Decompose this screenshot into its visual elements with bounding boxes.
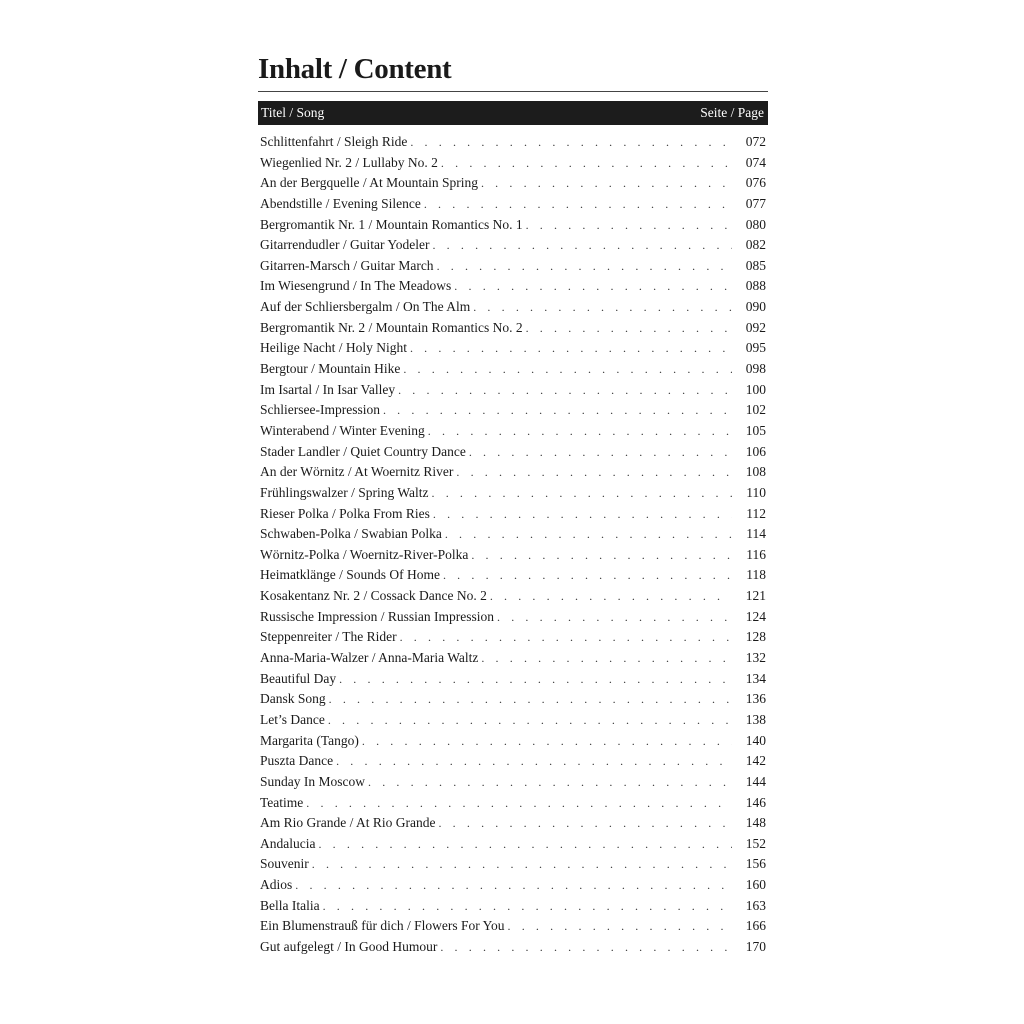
toc-entry-page: 110 bbox=[746, 484, 766, 500]
toc-entry-title: An der Bergquelle / At Mountain Spring bbox=[260, 175, 478, 191]
toc-entry-title: Schliersee-Impression bbox=[260, 402, 380, 418]
toc-row bbox=[258, 442, 768, 463]
toc-entry-title: Gitarrendudler / Guitar Yodeler bbox=[260, 237, 430, 253]
toc-entry-title: Schlittenfahrt / Sleigh Ride bbox=[260, 134, 408, 149]
toc-entry-page: 114 bbox=[746, 526, 766, 542]
toc-entry-title: Let’s Dance bbox=[260, 711, 325, 727]
dot-leader bbox=[403, 359, 732, 380]
toc-entry-title: Dansk Song bbox=[260, 691, 326, 707]
toc-entry-page: 118 bbox=[746, 567, 766, 583]
title-divider bbox=[258, 91, 768, 92]
toc-entry-page: 116 bbox=[746, 546, 766, 562]
toc-entry-title: Rieser Polka / Polka From Ries bbox=[260, 505, 430, 521]
toc-entry-title: Bella Italia bbox=[260, 897, 320, 913]
toc-entry-page: 136 bbox=[745, 691, 766, 707]
toc-entry-page: 134 bbox=[745, 670, 766, 686]
toc-entry-title: Adios bbox=[260, 877, 293, 893]
toc-entry-title: An der Wörnitz / At Woernitz River bbox=[260, 464, 454, 480]
dot-leader bbox=[410, 132, 732, 153]
toc-row bbox=[258, 400, 768, 421]
dot-leader bbox=[433, 504, 732, 525]
toc-entry-page: 090 bbox=[745, 299, 766, 315]
toc-row bbox=[258, 132, 768, 153]
dot-leader bbox=[471, 545, 732, 566]
toc-entry-page: 132 bbox=[745, 650, 766, 666]
toc-row bbox=[258, 607, 768, 628]
toc-entry-page: 142 bbox=[745, 753, 766, 769]
toc-entry-page: 140 bbox=[745, 732, 766, 748]
toc-entry-page: 112 bbox=[746, 505, 766, 521]
toc-entry-page: 160 bbox=[745, 877, 766, 893]
toc-entry-page: 102 bbox=[745, 402, 766, 418]
toc-row bbox=[258, 256, 768, 277]
toc-entry-title: Bergromantik Nr. 2 / Mountain Romantics No. 2 bbox=[260, 319, 523, 335]
toc-entry-page: 163 bbox=[745, 897, 766, 913]
dot-leader bbox=[443, 565, 732, 586]
dot-leader bbox=[481, 173, 732, 194]
toc-row bbox=[258, 215, 768, 236]
toc-entry-page: 085 bbox=[745, 257, 766, 273]
toc-entry-page: 170 bbox=[745, 938, 766, 954]
dot-leader bbox=[456, 462, 732, 483]
dot-leader bbox=[490, 586, 732, 607]
page-title: Inhalt / Content bbox=[258, 53, 452, 85]
toc-row bbox=[258, 483, 768, 504]
dot-leader bbox=[362, 731, 732, 752]
dot-leader bbox=[497, 607, 732, 628]
toc-row bbox=[258, 297, 768, 318]
dot-leader bbox=[368, 772, 732, 793]
toc-entry-title: Steppenreiter / The Rider bbox=[260, 629, 397, 645]
dot-leader bbox=[481, 648, 732, 669]
dot-leader bbox=[400, 627, 732, 648]
toc-row bbox=[258, 772, 768, 793]
dot-leader bbox=[440, 937, 732, 958]
toc-row bbox=[258, 854, 768, 875]
toc-row bbox=[258, 834, 768, 855]
toc-row bbox=[258, 421, 768, 442]
toc-row bbox=[258, 813, 768, 834]
toc-entry-title: Schwaben-Polka / Swabian Polka bbox=[260, 526, 442, 542]
toc-row bbox=[258, 504, 768, 525]
toc-row bbox=[258, 276, 768, 297]
toc-row bbox=[258, 710, 768, 731]
toc-entry-page: 152 bbox=[745, 835, 766, 851]
toc-entry-title: Im Wiesengrund / In The Meadows bbox=[260, 278, 452, 294]
toc-entry-page: 077 bbox=[745, 195, 766, 211]
toc-row bbox=[258, 586, 768, 607]
toc-entry-title: Winterabend / Winter Evening bbox=[260, 422, 425, 438]
dot-leader bbox=[473, 297, 732, 318]
toc-row bbox=[258, 359, 768, 380]
toc-row bbox=[258, 648, 768, 669]
toc-entry-title: Abendstille / Evening Silence bbox=[260, 195, 421, 211]
toc-entry-title: Gitarren-Marsch / Guitar March bbox=[260, 257, 434, 273]
dot-leader bbox=[508, 916, 733, 937]
toc-entry-page: 166 bbox=[745, 918, 766, 934]
toc-row bbox=[258, 380, 768, 401]
dot-leader bbox=[328, 710, 732, 731]
toc-row bbox=[258, 875, 768, 896]
dot-leader bbox=[441, 153, 732, 174]
dot-leader bbox=[295, 875, 732, 896]
toc-entry-page: 108 bbox=[745, 464, 766, 480]
toc-list bbox=[258, 132, 768, 958]
dot-leader bbox=[437, 256, 732, 277]
column-header-page: Seite / Page bbox=[700, 105, 764, 120]
toc-entry-title: Wiegenlied Nr. 2 / Lullaby No. 2 bbox=[260, 154, 438, 170]
toc-row bbox=[258, 173, 768, 194]
toc-row bbox=[258, 731, 768, 752]
toc-entry-page: 072 bbox=[745, 134, 766, 149]
toc-row bbox=[258, 689, 768, 710]
toc-row bbox=[258, 235, 768, 256]
toc-entry-title: Frühlingswalzer / Spring Waltz bbox=[260, 484, 429, 500]
toc-row bbox=[258, 318, 768, 339]
dot-leader bbox=[526, 318, 732, 339]
toc-row bbox=[258, 153, 768, 174]
dot-leader bbox=[445, 524, 732, 545]
toc-entry-title: Stader Landler / Quiet Country Dance bbox=[260, 443, 466, 459]
toc-header-bar bbox=[258, 101, 768, 125]
dot-leader bbox=[312, 854, 732, 875]
dot-leader bbox=[469, 442, 732, 463]
toc-entry-title: Bergtour / Mountain Hike bbox=[260, 361, 401, 377]
toc-row bbox=[258, 462, 768, 483]
toc-row bbox=[258, 916, 768, 937]
dot-leader bbox=[339, 669, 732, 690]
toc-entry-page: 095 bbox=[745, 340, 766, 356]
toc-entry-title: Auf der Schliersbergalm / On The Alm bbox=[260, 299, 471, 315]
toc-entry-title: Anna-Maria-Walzer / Anna-Maria Waltz bbox=[260, 650, 479, 666]
toc-row bbox=[258, 751, 768, 772]
toc-entry-page: 156 bbox=[745, 856, 766, 872]
toc-entry-title: Ein Blumenstrauß für dich / Flowers For You bbox=[260, 918, 505, 934]
contents-page bbox=[258, 50, 768, 958]
toc-entry-page: 144 bbox=[745, 773, 766, 789]
toc-entry-title: Puszta Dance bbox=[260, 753, 334, 769]
toc-row bbox=[258, 793, 768, 814]
toc-entry-page: 148 bbox=[745, 815, 766, 831]
toc-row bbox=[258, 896, 768, 917]
toc-entry-title: Russische Impression / Russian Impression bbox=[260, 608, 494, 624]
toc-entry-title: Bergromantik Nr. 1 / Mountain Romantics No. 1 bbox=[260, 216, 523, 232]
dot-leader bbox=[432, 483, 732, 504]
dot-leader bbox=[318, 834, 732, 855]
dot-leader bbox=[526, 215, 732, 236]
toc-row bbox=[258, 194, 768, 215]
toc-entry-title: Kosakentanz Nr. 2 / Cossack Dance No. 2 bbox=[260, 588, 487, 604]
toc-entry-title: Andalucia bbox=[260, 835, 316, 851]
toc-entry-title: Am Rio Grande / At Rio Grande bbox=[260, 815, 436, 831]
toc-entry-page: 076 bbox=[745, 175, 766, 191]
dot-leader bbox=[383, 400, 732, 421]
dot-leader bbox=[438, 813, 732, 834]
toc-entry-title: Sunday In Moscow bbox=[260, 773, 365, 789]
toc-row bbox=[258, 338, 768, 359]
toc-entry-page: 106 bbox=[745, 443, 766, 459]
toc-entry-page: 128 bbox=[745, 629, 766, 645]
toc-entry-page: 100 bbox=[745, 381, 766, 397]
toc-entry-page: 080 bbox=[745, 216, 766, 232]
dot-leader bbox=[329, 689, 732, 710]
toc-entry-title: Heilige Nacht / Holy Night bbox=[260, 340, 407, 356]
toc-entry-title: Gut aufgelegt / In Good Humour bbox=[260, 938, 438, 954]
dot-leader bbox=[424, 194, 732, 215]
toc-row bbox=[258, 627, 768, 648]
toc-entry-title: Beautiful Day bbox=[260, 670, 337, 686]
toc-entry-title: Teatime bbox=[260, 794, 304, 810]
toc-row bbox=[258, 565, 768, 586]
dot-leader bbox=[323, 896, 732, 917]
toc-entry-title: Wörnitz-Polka / Woernitz-River-Polka bbox=[260, 546, 469, 562]
toc-entry-page: 124 bbox=[745, 608, 766, 624]
toc-row bbox=[258, 669, 768, 690]
toc-entry-page: 082 bbox=[745, 237, 766, 253]
toc-entry-title: Im Isartal / In Isar Valley bbox=[260, 381, 396, 397]
dot-leader bbox=[410, 338, 732, 359]
dot-leader bbox=[428, 421, 732, 442]
dot-leader bbox=[398, 380, 732, 401]
toc-entry-page: 074 bbox=[745, 154, 766, 170]
column-header-title: Titel / Song bbox=[261, 105, 325, 120]
dot-leader bbox=[306, 793, 732, 814]
toc-entry-page: 092 bbox=[745, 319, 766, 335]
toc-entry-page: 105 bbox=[745, 422, 766, 438]
toc-entry-title: Souvenir bbox=[260, 856, 309, 872]
toc-entry-page: 098 bbox=[745, 361, 766, 377]
toc-entry-page: 121 bbox=[745, 588, 766, 604]
dot-leader bbox=[336, 751, 732, 772]
dot-leader bbox=[432, 235, 732, 256]
toc-row bbox=[258, 545, 768, 566]
toc-entry-page: 088 bbox=[745, 278, 766, 294]
toc-row bbox=[258, 524, 768, 545]
toc-entry-title: Heimatklänge / Sounds Of Home bbox=[260, 567, 440, 583]
toc-entry-title: Margarita (Tango) bbox=[260, 732, 359, 748]
dot-leader bbox=[454, 276, 732, 297]
toc-row bbox=[258, 937, 768, 958]
toc-entry-page: 146 bbox=[745, 794, 766, 810]
toc-entry-page: 138 bbox=[745, 711, 766, 727]
